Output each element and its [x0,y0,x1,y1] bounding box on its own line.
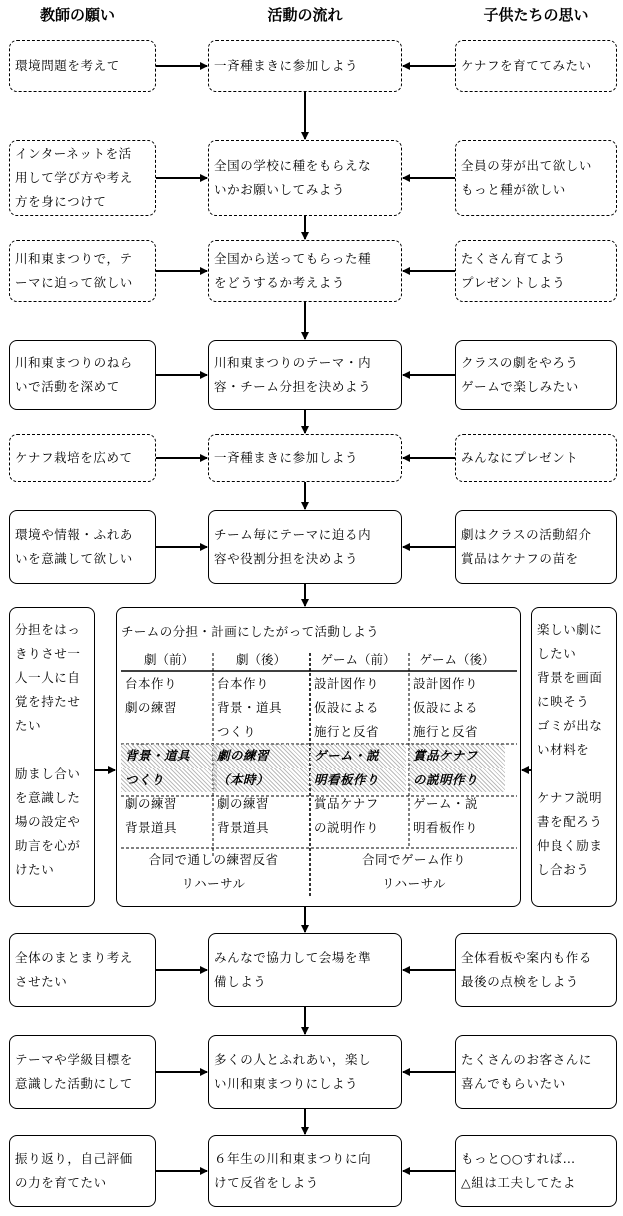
row-9-right-box: もっと○○すれば… △組は工夫してたよ [455,1135,617,1207]
plan-column-1 [121,648,217,840]
activity-flow-header: 活動の流れ [267,6,343,24]
plan-cell: 明看板作り [310,768,406,792]
plan-cell: 劇の練習 [217,796,270,811]
row-6-left-box: 環境や情報・ふれあ いを意識して欲しい [9,510,156,584]
plan-cell: ゲーム・説 [310,744,406,768]
plan-column-2 [213,648,309,840]
plan-cell: 施行と反省 [314,724,380,739]
plan-cell: 賞品ケナフ [409,744,505,768]
plan-cell: （本時） [213,768,309,792]
plan-column-4 [409,648,505,840]
plan-cell: 台本作り [217,676,270,691]
plan-cell: 背景道具 [217,820,270,835]
row-2-center-box: 全国の学校に種をもらえな いかお願いしてみよう [208,140,402,216]
team-plan-box [116,607,521,907]
row-9-left-box: 振り返り，自己評価 の力を育てたい [9,1135,156,1207]
plan-column-3 [310,648,406,840]
plan-teacher-box: 分担をはっ きりさせ一 人一人に自 覚を持たせ たい 励まし合い を意識した 場の設定や 助言を心が けたい [9,607,95,907]
row-6-right-box: 劇はクラスの活動紹介 賞品はケナフの苗を [455,510,617,584]
row-5-center-box: 一斉種まきに参加しよう [208,434,402,482]
plan-cell: つくり [121,768,217,792]
plan-column-head: 劇（前） [143,652,194,667]
plan-column-head: 劇（後） [235,652,286,667]
plan-column-head: ゲーム（前） [320,652,396,667]
row-1-right-box: ケナフを育ててみたい [455,40,617,92]
plan-cell: 設計図作り [413,676,479,691]
plan-cell: 劇の練習 [213,744,309,768]
plan-cell: 明看板作り [413,820,479,835]
plan-cell: の説明作り [409,768,505,792]
plan-cell: 施行と反省 [413,724,479,739]
plan-cell: 背景・道具 [217,700,283,715]
plan-cell: 設計図作り [314,676,380,691]
team-plan-title: チームの分担・計画にしたがって活動しよう [121,624,380,639]
row-4-left-box: 川和東まつりのねら いで活動を深めて [9,340,156,410]
plan-cell: ゲーム・説 [413,796,479,811]
row-3-center-box: 全国から送ってもらった種 をどうするか考えよう [208,240,402,302]
plan-cell: つくり [217,724,257,739]
row-3-left-box: 川和東まつりで，テ ーマに迫って欲しい [9,240,156,302]
plan-cell: 仮設による [314,700,380,715]
row-4-right-box: クラスの劇をやろう ゲームで楽しみたい [455,340,617,410]
plan-cell: の説明作り [314,820,380,835]
plan-cell [121,720,217,744]
row-7-left-box: 全体のまとまり考え させたい [9,933,156,1007]
row-2-left-box: インターネットを活 用して学び方や考え 方を身につけて [9,140,156,216]
row-8-center-box: 多くの人とふれあい，楽し い川和東まつりにしよう [208,1035,402,1109]
plan-cell: 劇の練習 [125,796,178,811]
row-1-left-box: 環境問題を考えて [9,40,156,92]
row-7-center-box: みんなで協力して会場を準 備しよう [208,933,402,1007]
plan-column-head: ゲーム（後） [419,652,495,667]
plan-cell: 仮設による [413,700,479,715]
row-7-right-box: 全体看板や案内も作る 最後の点検をしよう [455,933,617,1007]
game-joint-rehearsal: 合同でゲーム作り リハーサル [361,852,466,891]
plan-cell: 背景道具 [125,820,178,835]
plan-cell: 劇の練習 [125,700,178,715]
row-6-center-box: チーム毎にテーマに迫る内 容や役割分担を決めよう [208,510,402,584]
drama-joint-rehearsal: 合同で通しの練習反省 リハーサル [148,852,279,891]
plan-children-box: 楽しい劇に したい 背景を画面 に映そう ゴミが出な い材料を ケナフ説明 書を配ろう 仲良く励ま し合おう [531,607,617,907]
teacher-wish-header: 教師の願い [39,6,115,24]
row-5-right-box: みんなにプレゼント [455,434,617,482]
row-2-right-box: 全員の芽が出て欲しい もっと種が欲しい [455,140,617,216]
row-9-center-box: ６年生の川和東まつりに向 けて反省をしよう [208,1135,402,1207]
row-3-right-box: たくさん育てよう プレゼントしよう [455,240,617,302]
plan-cell: 背景・道具 [121,744,217,768]
row-8-left-box: テーマや学級目標を 意識した活動にして [9,1035,156,1109]
plan-cell: 台本作り [125,676,178,691]
row-8-right-box: たくさんのお客さんに 喜んでもらいたい [455,1035,617,1109]
plan-cell: 賞品ケナフ [314,796,379,811]
row-4-center-box: 川和東まつりのテーマ・内 容・チーム分担を決めよう [208,340,402,410]
row-1-center-box: 一斉種まきに参加しよう [208,40,402,92]
children-thought-header: 子供たちの思い [483,6,589,24]
row-5-left-box: ケナフ栽培を広めて [9,434,156,482]
